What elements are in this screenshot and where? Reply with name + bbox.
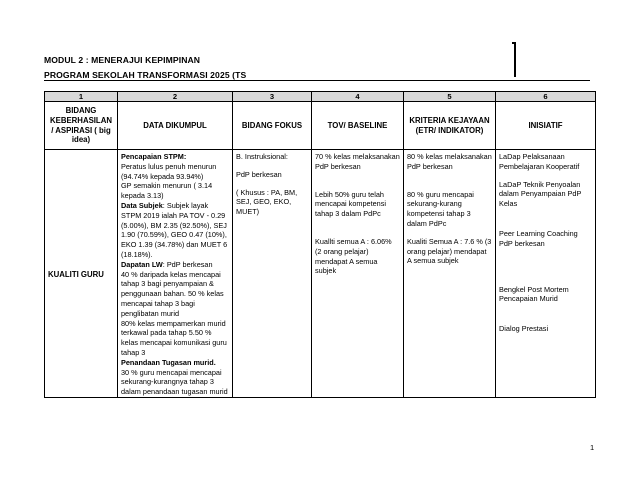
initiative-cell bbox=[496, 150, 596, 398]
column-header: TOV/ BASELINE bbox=[312, 102, 404, 150]
focus-item: ( Khusus : PA, BM, SEJ, GEO, EKO, MUET) bbox=[236, 187, 298, 217]
planning-table bbox=[44, 91, 596, 398]
stpm-title: Pencapaian STPM: bbox=[121, 152, 187, 161]
criteria-cell bbox=[404, 150, 496, 398]
column-number: 2 bbox=[118, 92, 233, 102]
column-number-row bbox=[45, 92, 596, 102]
criteria-item: 80 % kelas melaksanakan PdP berkesan bbox=[407, 152, 492, 171]
column-number: 5 bbox=[404, 92, 496, 102]
subject-label: Data Subjek bbox=[121, 200, 163, 210]
program-title: PROGRAM SEKOLAH TRANSFORMASI 2025 (TS bbox=[44, 70, 247, 80]
header-rule bbox=[44, 80, 590, 81]
page-number: 1 bbox=[590, 443, 595, 452]
baseline-item: 70 % kelas melaksanakan PdP berkesan bbox=[315, 152, 400, 171]
column-header: BIDANG KEBERHASILAN / ASPIRASI ( big idea) bbox=[45, 102, 118, 150]
column-header: DATA DIKUMPUL bbox=[118, 102, 233, 150]
column-number: 3 bbox=[233, 92, 312, 102]
table-row bbox=[45, 150, 596, 398]
column-number: 1 bbox=[45, 92, 118, 102]
criteria-item: Kualiti Semua A : 7.6 % (3 orang pelajar) mendapat A semua subjek bbox=[407, 236, 492, 266]
focus-item: B. Instruksional: bbox=[236, 152, 288, 161]
data-collected-cell bbox=[118, 150, 233, 398]
tugasan-label: Penandaan Tugasan murid. bbox=[121, 357, 216, 367]
initiative-item: LaDap Pelaksanaan Pembelajaran Kooperatif bbox=[499, 152, 580, 171]
focus-item: PdP berkesan bbox=[236, 169, 282, 179]
baseline-cell bbox=[312, 150, 404, 398]
subject-text: : Subjek layak STPM 2019 ialah PA TOV - 0.29 (5.00%), BM 2.35 (92.50%), SEJ 1.90 (70.59%), GEO 0.47 (10%), EKO 1.39 (34.78%) dan MUET 6 (18.18%). bbox=[121, 200, 228, 259]
lw-line3: 80% kelas mempamerkan murid terkawal pada tahap 5.50 % kelas mencapai komunikasi guru tahap 3 bbox=[121, 318, 227, 357]
focus-area-cell bbox=[233, 150, 312, 398]
initiative-item: Bengkel Post Mortem Pencapaian Murid bbox=[499, 284, 569, 304]
vertical-bar-tick bbox=[512, 42, 516, 44]
lw-line2: 40 % daripada kelas mencapai tahap 3 bagi penyampaian & penggunaan bahan. 50 % kelas mencapai tahap 3 bagi penglibatan murid bbox=[121, 269, 224, 318]
initiative-item: Peer Learning Coaching PdP berkesan bbox=[499, 228, 578, 248]
lw-text: : PdP berkesan bbox=[162, 259, 213, 269]
column-header: INISIATIF bbox=[496, 102, 596, 150]
gp-text: GP semakin menurun ( 3.14 kepada 3.13) bbox=[121, 181, 213, 201]
vertical-bar-mark bbox=[514, 42, 516, 77]
lw-label: Dapatan LW bbox=[121, 259, 163, 269]
column-number: 6 bbox=[496, 92, 596, 102]
column-header-row bbox=[45, 102, 596, 150]
module-title: MODUL 2 : MENERAJUI KEPIMPINAN bbox=[44, 55, 201, 65]
baseline-item: Kuallti semua A : 6.06% (2 orang pelajar) mendapat A semua subjek bbox=[315, 236, 392, 276]
tugasan-text: 30 % guru mencapai mencapai sekurang-kurangnya tahap 3 dalam penandaan tugasan murid bbox=[121, 367, 228, 397]
initiative-item: LaDaP Teknik Penyoalan dalam Penyampaian PdP Kelas bbox=[499, 179, 582, 209]
aspiration-cell: KUALITI GURU bbox=[45, 150, 118, 398]
subject-data bbox=[121, 201, 229, 260]
column-header: KRITERIA KEJAYAAN (ETR/ INDIKATOR) bbox=[404, 102, 496, 150]
baseline-item: Lebih 50% guru telah mencapai kompetensi tahap 3 dalam PdPc bbox=[315, 189, 386, 219]
lw-data bbox=[121, 260, 229, 270]
column-header: BIDANG FOKUS bbox=[233, 102, 312, 150]
criteria-item: 80 % guru mencapai sekurang-kurang kompetensi tahap 3 dalam PdPc bbox=[407, 189, 474, 228]
stpm-text: Peratus lulus penuh menurun (94.74% kepada 93.94%) bbox=[121, 161, 217, 181]
column-number: 4 bbox=[312, 92, 404, 102]
initiative-item: Dialog Prestasi bbox=[499, 324, 549, 334]
